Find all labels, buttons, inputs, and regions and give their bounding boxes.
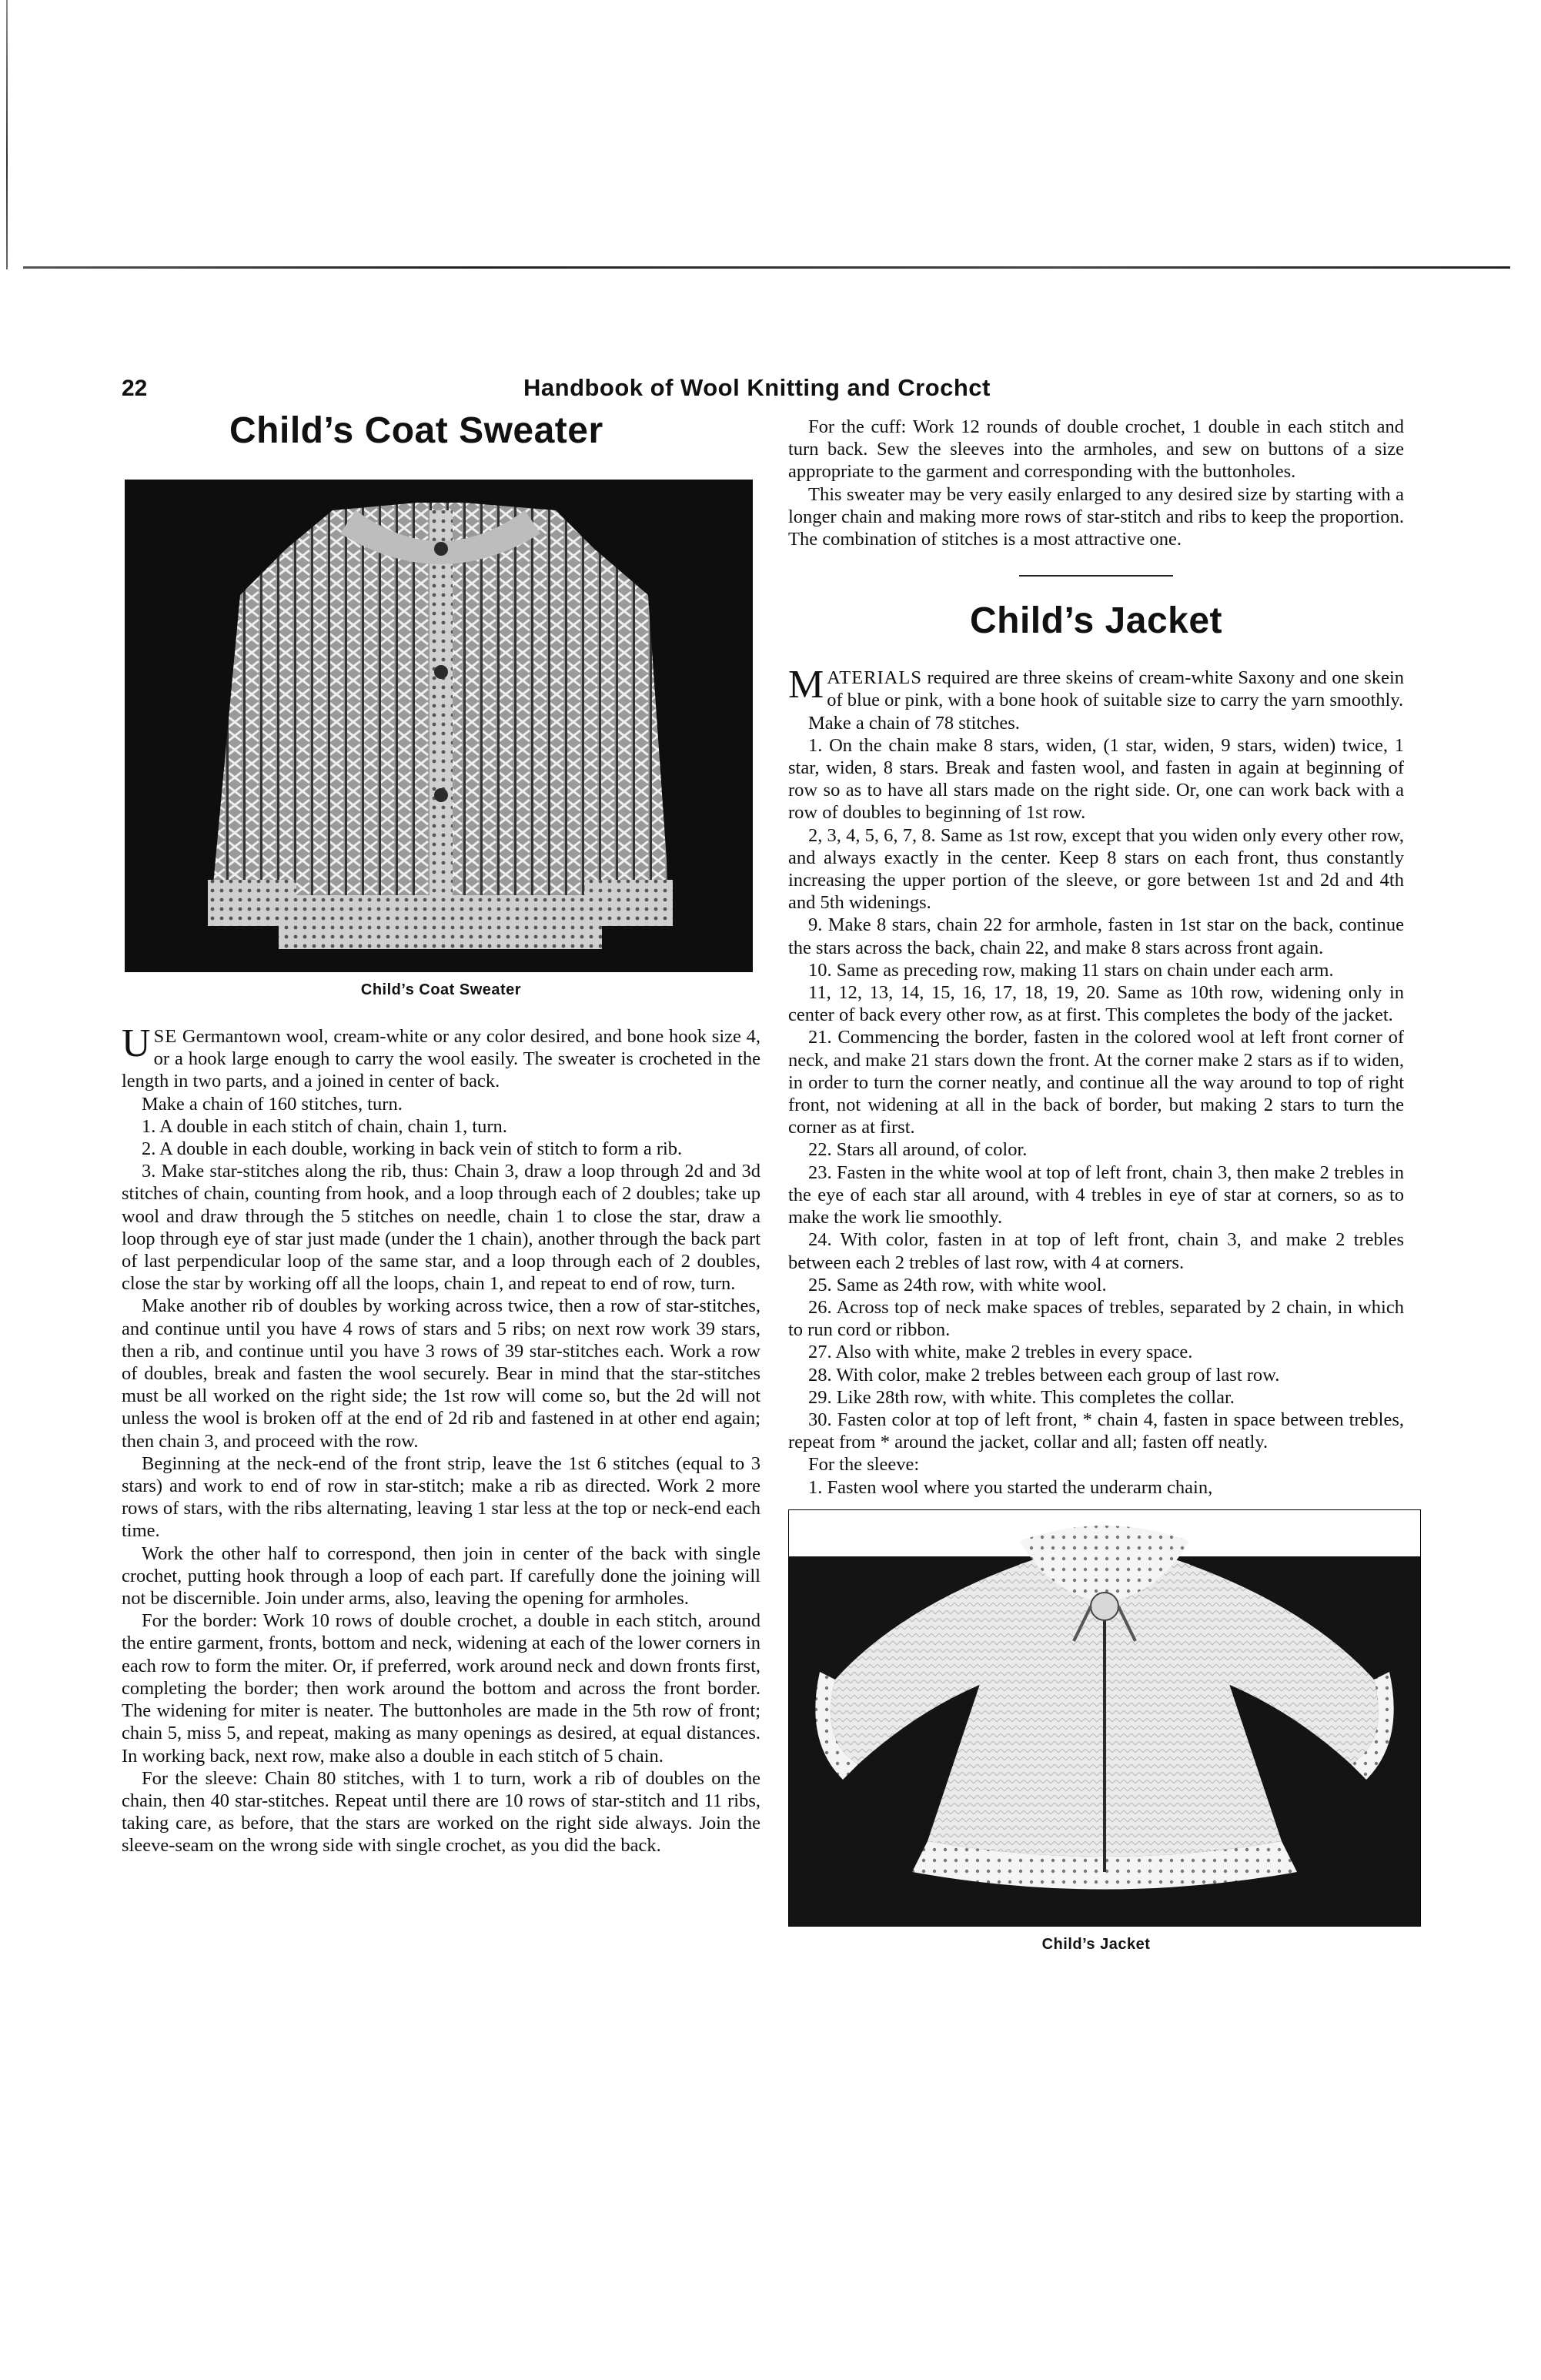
paragraph-text: Germantown wool, cream-white or any color desired, and bone hook size 4, or a hook large enough to carry the wool easily. The sweater is crocheted in the length in two parts, and a joined in center of back. (122, 1026, 760, 1092)
lead-word: ATERIALS (827, 667, 922, 689)
running-head: Handbook of Wool Knitting and Crochct (523, 374, 991, 401)
coat-sweater-title: Child’s Coat Sweater (229, 410, 603, 451)
cuff-instructions (788, 416, 1404, 550)
paragraph: 30. Fasten color at top of left front, * chain 4, fasten in space between trebles, repeat from * around the jacket, collar and all; fasten off neatly. (788, 1409, 1404, 1453)
paragraph: 22. Stars all around, of color. (808, 1139, 1028, 1161)
left-column (122, 409, 760, 1857)
jacket-instructions (788, 663, 1404, 1499)
coat-sweater-intro-paragraph (122, 1021, 760, 1093)
paragraph: 24. With color, fasten in at top of left front, chain 3, and make 2 trebles between each 2 trebles of last row, with 4 at corners. (788, 1229, 1404, 1273)
jacket-illustration (789, 1510, 1420, 1926)
paragraph: 21. Commencing the border, fasten in the colored wool at left front corner of neck, and make 21 stars down the front. At the corner make 2 stars as if to widen, in order to turn the corner neatly, and continue all the way around to top of right front, not widening at all in the back of border, but making 2 stars to turn the corner as at first. (788, 1027, 1404, 1138)
paragraph: 26. Across top of neck make spaces of trebles, separated by 2 chain, in which to run cord or ribbon. (788, 1296, 1404, 1341)
coat-sweater-instructions (122, 1021, 760, 1857)
paragraph: 11, 12, 13, 14, 15, 16, 17, 18, 19, 20. Same as 10th row, widening only in center of back every other row, as at first. This completes the body of the jacket. (788, 982, 1404, 1026)
paragraph: Make a chain of 78 stitches. (808, 712, 1020, 734)
paragraph: 25. Same as 24th row, with white wool. (808, 1274, 1107, 1295)
paragraph: 29. Like 28th row, with white. This completes the collar. (808, 1386, 1235, 1408)
jacket-caption: Child’s Jacket (1041, 1935, 1151, 1953)
drop-cap: U (122, 1021, 151, 1065)
coat-sweater-photo (125, 480, 753, 972)
paragraph: For the sleeve: Chain 80 stitches, with 1 to turn, work a rib of doubles on the chain, then 40 star-stitches. Repeat until there are 10 rows of star-stitch and 11 ribs, taking care, as before, that the stars are worked on the right side always. Join the sleeve-seam on the wrong side with single crochet, as you did the back. (122, 1767, 760, 1857)
paragraph: 1. A double in each stitch of chain, chain 1, turn. (142, 1115, 507, 1137)
paragraph: 2. A double in each double, working in back vein of stitch to form a rib. (142, 1138, 683, 1160)
paragraph: This sweater may be very easily enlarged to any desired size by starting with a longer chain and making more rows of star-stitch and ribs to keep the proportion. The combination of stitches is a most attractive one. (788, 483, 1404, 550)
paragraph: 2, 3, 4, 5, 6, 7, 8. Same as 1st row, except that you widen only every other row, and always exactly in the center. Keep 8 stars on each front, thus constantly increasing the upper portion of the sleeve, or gore between 1st and 2d and 4th and 5th widenings. (788, 824, 1404, 914)
paragraph: Make a chain of 160 stitches, turn. (142, 1093, 403, 1115)
coat-sweater-caption: Child’s Coat Sweater (360, 981, 522, 998)
paragraph: 10. Same as preceding row, making 11 stars on chain under each arm. (808, 959, 1334, 981)
paragraph: 9. Make 8 stars, chain 22 for armhole, fasten in 1st star on the back, continue the stars across the back, chain 22, and make 8 stars across front again. (788, 914, 1404, 958)
scan-edge-mark (6, 0, 8, 269)
lead-word: SE (153, 1026, 178, 1047)
jacket-title: Child’s Jacket (969, 600, 1223, 642)
drop-cap: M (788, 663, 824, 707)
jacket-intro-paragraph (788, 663, 1404, 711)
paragraph: 27. Also with white, make 2 trebles in every space. (808, 1342, 1193, 1363)
paragraph: Make another rib of doubles by working across twice, then a row of star-stitches, and continue until you have 4 rows of stars and 5 ribs; on next row work 39 stars, then a rib, and continue until you have 3 rows of 39 star-stitches each. Work a row of doubles, break and fasten the wool securely. Bear in mind that the star-stitches must be all worked on the right side; the 1st row will come so, but the 2d will not unless the wool is broken off at the end of 2d rib and fastened in at other end again; then chain 3, and proceed with the row. (122, 1295, 760, 1452)
paragraph: Beginning at the neck-end of the front strip, leave the 1st 6 stitches (equal to 3 stars) and work to end of row in star-stitch; make a rib as directed. Work 2 more rows of stars, with the ribs alternating, leaving 1 star less at the top or neck-end each time. (122, 1452, 760, 1542)
paragraph: 28. With color, make 2 trebles between each group of last row. (808, 1364, 1280, 1386)
paragraph: 1. On the chain make 8 stars, widen, (1 star, widen, 9 stars, widen) twice, 1 star, widen, 8 stars. Break and fasten wool, and fasten in again at beginning of row so as to have all stars made on the right side. Or, one can work back with a row of doubles to beginning of 1st row. (788, 734, 1404, 824)
paragraph: Work the other half to correspond, then join in center of the back with single crochet, putting hook through a loop of each part. If carefully done the joining will not be discernible. Join under arms, also, leaving the opening for armholes. (122, 1543, 760, 1610)
paragraph: For the sleeve: (808, 1454, 920, 1476)
paragraph-text: required are three skeins of cream-white Saxony and one skein of blue or pink, with a bone hook of suitable size to carry the yarn smoothly. (827, 667, 1404, 711)
paragraph: 23. Fasten in the white wool at top of left front, chain 3, then make 2 trebles in the eye of each star all around, with 4 trebles in eye of star at corners, so as to make the work lie smoothly. (788, 1162, 1404, 1228)
scan-top-rule (23, 266, 1510, 269)
paragraph: For the cuff: Work 12 rounds of double crochet, 1 double in each stitch and turn back. Sew the sleeves into the armholes, and sew on buttons of a size appropriate to the garment and corresponding with the buttonholes. (788, 416, 1404, 483)
paragraph: 1. Fasten wool where you started the underarm chain, (808, 1476, 1213, 1498)
right-column (788, 416, 1404, 1954)
page-number: 22 (122, 376, 148, 401)
section-divider (1019, 575, 1173, 577)
paragraph: 3. Make star-stitches along the rib, thus: Chain 3, draw a loop through 2d and 3d stitches of chain, counting from hook, and a loop through each of 2 doubles; take up wool and draw through the 5 stitches on needle, chain 1 to close the star, draw a loop through eye of star just made (under the 1 chain), another through the back part of last perpendicular loop of the same star, and a loop through each of 2 doubles, close the star by working off all the loops, chain 1, and repeat to end of row, turn. (122, 1161, 760, 1295)
paragraph: For the border: Work 10 rows of double crochet, a double in each stitch, around the entire garment, fronts, bottom and neck, widening at each of the lower corners in each row to form the miter. Or, if preferred, work around neck and down fronts first, completing the border; then work around the bottom and across the front border. The widening for miter is neater. The buttonholes are made in the 5th row of front; chain 5, miss 5, and repeat, making as many openings as desired, at equal distances. In working back, next row, make also a double in each stitch of 5 chain. (122, 1610, 760, 1767)
jacket-photo (788, 1509, 1421, 1927)
coat-sweater-illustration (125, 480, 753, 972)
